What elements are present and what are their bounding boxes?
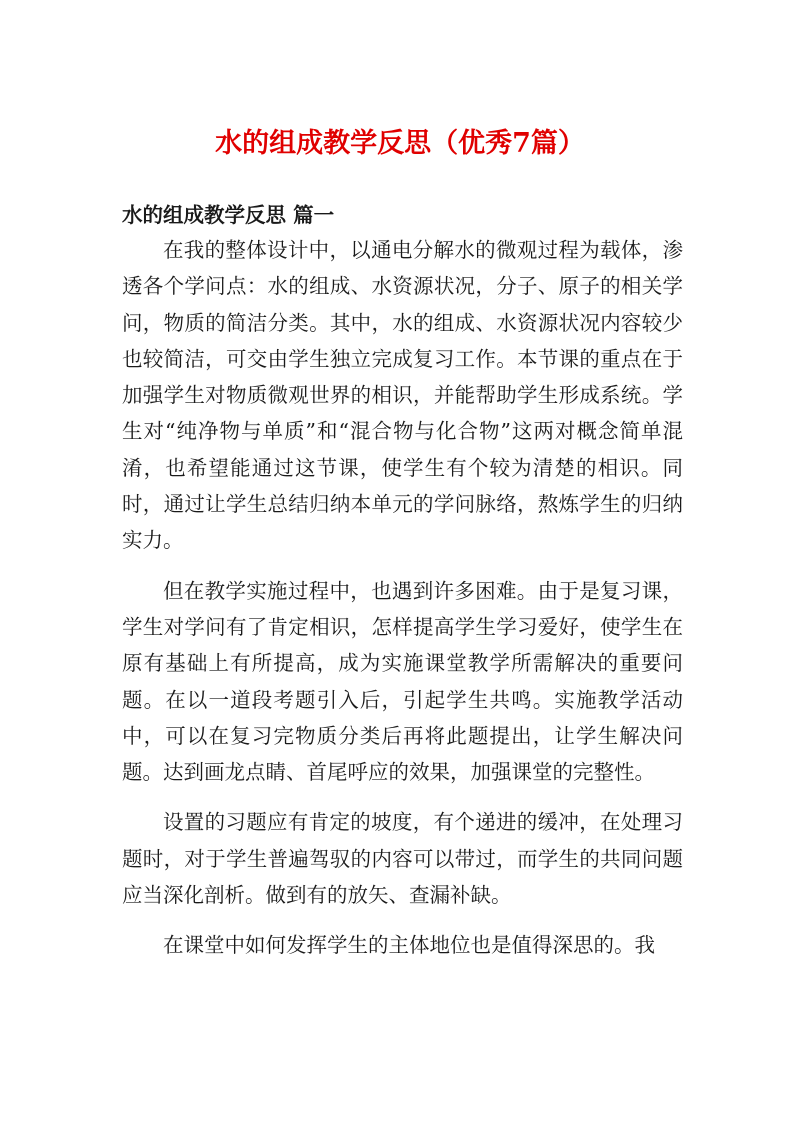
paragraph-3: 设置的习题应有肯定的坡度，有个递进的缓冲，在处理习题时，对于学生普遍驾驭的内容可以带过，而学生的共同问题应当深化剖析。做到有的放矢、查漏补缺。 [122, 810, 683, 908]
paragraph-4: 在课堂中如何发挥学生的主体地位也是值得深思的。我 [163, 933, 655, 958]
document-title: 水的组成教学反思（优秀7篇） [215, 128, 585, 159]
section-heading: 水的组成教学反思 篇一 [122, 203, 335, 227]
paragraph-1: 在我的整体设计中，以通电分解水的微观过程为载体，渗透各个学问点：水的组成、水资源状况，分子、原子的相关学问，物质的简洁分类。其中，水的组成、水资源状况内容较少也较简洁，可交由学生独立完成复习工作。本节课的重点在于加强学生对物质微观世界的相识，并能帮助学生形成系统。学生对“纯净物与单质”和“混合物与化合物”这两对概念简单混淆，也希望能通过这节课，使学生有个较为清楚的相识。同时，通过让学生总结归纳本单元的学问脉络，熬炼学生的归纳实力。 [122, 238, 683, 553]
document-body [122, 232, 683, 978]
paragraph-2: 但在教学实施过程中，也遇到许多困难。由于是复习课，学生对学问有了肯定相识，怎样提高学生学习爱好，使学生在原有基础上有所提高，成为实施课堂教学所需解决的重要问题。在以一道段考题引入后，引起学生共鸣。实施教学活动中，可以在复习完物质分类后再将此题提出，让学生解决问题。达到画龙点睛、首尾呼应的效果，加强课堂的完整性。 [122, 578, 683, 785]
